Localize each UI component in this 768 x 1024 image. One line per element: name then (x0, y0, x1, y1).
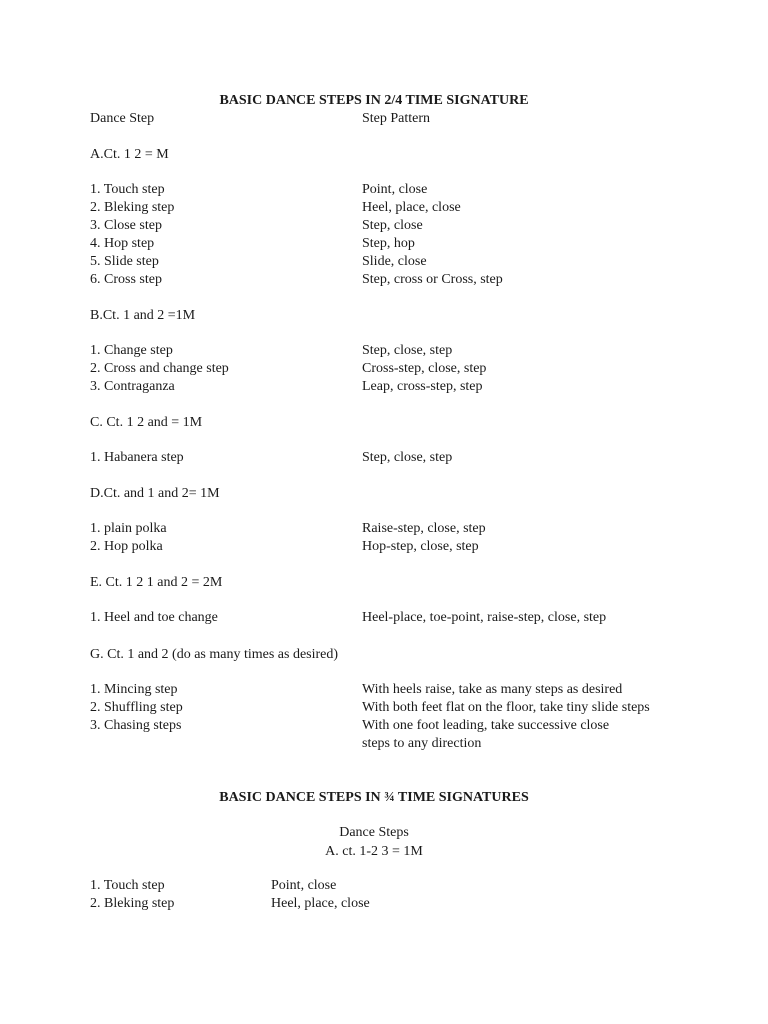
list-item-pattern: With one foot leading, take successive close (362, 718, 610, 733)
list-item-pattern: Heel, place, close (271, 896, 370, 911)
list-item-pattern: Step, close (362, 218, 423, 233)
list-item-pattern-continued: steps to any direction (362, 736, 482, 751)
section2-subheading: Dance Steps (339, 825, 409, 840)
list-item-step: 3. Chasing steps (90, 718, 182, 733)
list-item-step: 1. Mincing step (90, 682, 178, 697)
list-item-step: 1. Heel and toe change (90, 610, 218, 625)
header-step-pattern: Step Pattern (362, 111, 431, 126)
list-item-pattern: Slide, close (362, 254, 427, 269)
list-item-pattern: Step, hop (362, 236, 415, 251)
list-item-pattern: Heel, place, close (362, 200, 461, 215)
list-item-step: 3. Close step (90, 218, 162, 233)
list-item-pattern: Heel-place, toe-point, raise-step, close, step (362, 610, 607, 625)
section2-count: A. ct. 1-2 3 = 1M (325, 844, 423, 859)
group-c-heading: C. Ct. 1 2 and = 1M (90, 415, 203, 430)
list-item-step: 2. Bleking step (90, 896, 175, 911)
group-b-heading: B.Ct. 1 and 2 =1M (90, 308, 196, 323)
section1-title: BASIC DANCE STEPS IN 2/4 TIME SIGNATURE (219, 93, 529, 108)
list-item-step: 2. Shuffling step (90, 700, 183, 715)
list-item-step: 2. Bleking step (90, 200, 175, 215)
list-item-step: 1. Touch step (90, 182, 165, 197)
list-item-pattern: Step, close, step (362, 343, 453, 358)
list-item-pattern: Point, close (362, 182, 428, 197)
list-item-pattern: Raise-step, close, step (362, 521, 486, 536)
list-item-pattern: With heels raise, take as many steps as desired (362, 682, 623, 697)
list-item-step: 5. Slide step (90, 254, 159, 269)
list-item-step: 1. Habanera step (90, 450, 184, 465)
group-e-heading: E. Ct. 1 2 1 and 2 = 2M (90, 575, 223, 590)
list-item-step: 4. Hop step (90, 236, 155, 251)
list-item-step: 1. Change step (90, 343, 173, 358)
header-dance-step: Dance Step (90, 111, 155, 126)
list-item-pattern: Leap, cross-step, step (362, 379, 483, 394)
list-item-step: 1. Touch step (90, 878, 165, 893)
list-item-step: 2. Hop polka (90, 539, 163, 554)
group-g-heading: G. Ct. 1 and 2 (do as many times as desired) (90, 647, 339, 662)
group-d-heading: D.Ct. and 1 and 2= 1M (90, 486, 220, 501)
section2-title: BASIC DANCE STEPS IN ¾ TIME SIGNATURES (219, 790, 529, 805)
list-item-pattern: Cross-step, close, step (362, 361, 487, 376)
list-item-pattern: With both feet flat on the floor, take tiny slide steps (362, 700, 650, 715)
list-item-step: 6. Cross step (90, 272, 162, 287)
list-item-pattern: Step, close, step (362, 450, 453, 465)
list-item-pattern: Step, cross or Cross, step (362, 272, 503, 287)
list-item-step: 1. plain polka (90, 521, 167, 536)
group-a-heading: A.Ct. 1 2 = M (90, 147, 169, 162)
list-item-step: 3. Contraganza (90, 379, 175, 394)
list-item-pattern: Hop-step, close, step (362, 539, 479, 554)
list-item-step: 2. Cross and change step (90, 361, 229, 376)
list-item-pattern: Point, close (271, 878, 337, 893)
